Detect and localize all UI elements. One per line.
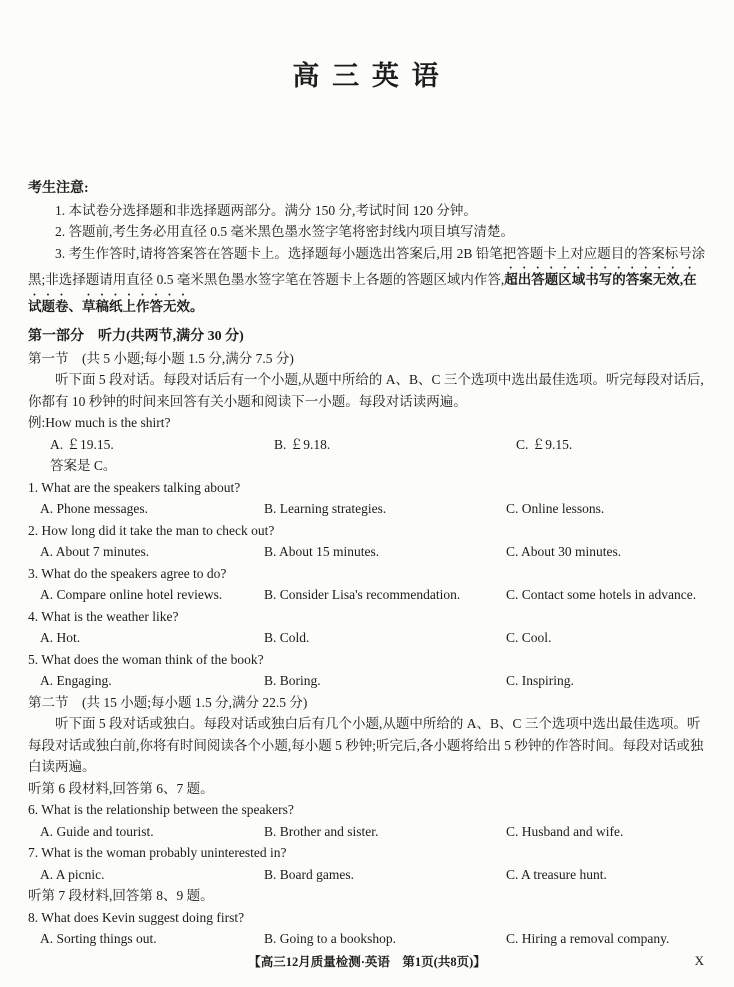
question-4-options	[28, 627, 706, 649]
question-7-option-b: B. Board games.	[264, 866, 354, 882]
notice-item-1: 1. 本试卷分选择题和非选择题两部分。满分 150 分,考试时间 120 分钟。	[55, 202, 477, 218]
question-2-option-c: C. About 30 minutes.	[506, 544, 622, 559]
material-6-note: 听第 6 段材料,回答第 6、7 题。	[28, 780, 214, 796]
question-2-text: 2. How long did it take the man to check out?	[28, 522, 275, 538]
question-3-text: 3. What do the speakers agree to do?	[28, 565, 227, 581]
question-3	[28, 563, 706, 606]
question-3-option-c: C. Contact some hotels in advance.	[506, 587, 697, 602]
question-7-options	[28, 864, 706, 886]
question-3-option-b: B. Consider Lisa's recommendation.	[264, 587, 461, 602]
question-1-option-b: B. Learning strategies.	[264, 501, 387, 516]
question-8-option-b: B. Going to a bookshop.	[264, 931, 397, 946]
question-5-option-c: C. Inspiring.	[506, 673, 574, 688]
question-8	[28, 907, 706, 950]
question-5-option-b: B. Boring.	[264, 673, 321, 688]
question-3-option-a: A. Compare online hotel reviews.	[40, 587, 223, 602]
question-4	[28, 606, 706, 649]
example-answer: 答案是 C。	[50, 458, 117, 473]
notice-item-3-text: 3. 考生作答时,请将答案答在答题卡上。选择题每小题选出答案后,用 2B 铅笔把答题卡上对应题目的答案标号涂黑;非选择题请用直径 0.5 毫米黑色墨水签字笔在答题卡上各题的答题区域内作答,	[28, 245, 706, 287]
notice-item-3-emphasis: 超出答题区域书写的答案无效,在试题卷、草稿纸上作答无效。	[28, 272, 697, 314]
question-6-text: 6. What is the relationship between the speakers?	[28, 802, 294, 817]
question-6-option-c: C. Husband and wife.	[506, 823, 624, 839]
section2-heading: 第二节 (共 15 小题;每小题 1.5 分,满分 22.5 分)	[28, 694, 308, 710]
question-1-option-a: A. Phone messages.	[40, 501, 148, 516]
question-1-text: 1. What are the speakers talking about?	[28, 479, 241, 495]
question-1-option-c: C. Online lessons.	[506, 501, 605, 516]
footer-version-mark: X	[694, 952, 704, 968]
question-2-option-b: B. About 15 minutes.	[264, 544, 380, 559]
notice-heading: 考生注意:	[28, 181, 89, 196]
page-footer	[0, 952, 734, 974]
question-2	[28, 520, 706, 563]
question-6-option-b: B. Brother and sister.	[264, 823, 379, 839]
question-6-option-a: A. Guide and tourist.	[40, 823, 154, 839]
question-7-option-c: C. A treasure hunt.	[506, 866, 607, 882]
question-1-options	[28, 498, 706, 520]
question-8-options	[28, 928, 706, 950]
notice-item-2: 2. 答题前,考生务必用直径 0.5 毫米黑色墨水签字笔将密封线内项目填写清楚。	[55, 224, 514, 239]
page-title: 高 三 英 语	[292, 61, 442, 91]
notice-item-3	[28, 243, 706, 318]
example-option-c: C. ￡9.15.	[516, 436, 573, 452]
question-8-option-a: A. Sorting things out.	[40, 931, 157, 946]
question-3-options	[28, 584, 706, 606]
question-2-option-a: A. About 7 minutes.	[40, 544, 150, 559]
material-7-note: 听第 7 段材料,回答第 8、9 题。	[28, 888, 214, 903]
example-question: 例:How much is the shirt?	[28, 415, 171, 430]
question-6	[28, 799, 706, 842]
question-6-options	[28, 821, 706, 843]
question-7	[28, 842, 706, 885]
question-1	[28, 477, 706, 520]
question-4-option-b: B. Cold.	[264, 630, 310, 645]
question-7-option-a: A. A picnic.	[40, 866, 105, 882]
section1-heading: 第一节 (共 5 小题;每小题 1.5 分,满分 7.5 分)	[28, 350, 294, 366]
question-5-text: 5. What does the woman think of the book?	[28, 651, 264, 667]
question-8-text: 8. What does Kevin suggest doing first?	[28, 909, 245, 925]
question-4-option-c: C. Cool.	[506, 630, 552, 645]
footer-page-label: 【高三12月质量检测·英语 第1页(共8页)】	[248, 954, 486, 969]
example-option-a: A. ￡19.15.	[50, 436, 114, 452]
question-8-option-c: C. Hiring a removal company.	[506, 931, 670, 946]
example-option-b: B. ￡9.18.	[274, 436, 331, 452]
section2-instructions: 听下面 5 段对话或独白。每段对话或独白后有几个小题,从题中所给的 A、B、C 三个选项中选出最佳选项。听每段对话或独白前,你将有时间阅读各个小题,每小题 5 秒钟;听完后,各小题将给出 5 秒钟的作答时间。每段对话或独白读两遍。	[28, 716, 704, 774]
page-content	[0, 178, 734, 950]
question-5-options	[28, 670, 706, 692]
question-4-text: 4. What is the weather like?	[28, 608, 179, 624]
question-5-option-a: A. Engaging.	[40, 673, 112, 688]
example-options	[28, 434, 706, 456]
section1-instructions: 听下面 5 段对话。每段对话后有一个小题,从题中所给的 A、B、C 三个选项中选出最佳选项。听完每段对话后,你都有 10 秒钟的时间来回答有关小题和阅读下一小题。每段对话读两遍。	[28, 372, 704, 409]
notice-section	[28, 178, 706, 317]
question-4-option-a: A. Hot.	[40, 630, 81, 645]
example-block	[28, 412, 706, 477]
part1-heading: 第一部分 听力(共两节,满分 30 分)	[28, 329, 244, 344]
question-5	[28, 649, 706, 692]
question-2-options	[28, 541, 706, 563]
question-7-text: 7. What is the woman probably uninterested in?	[28, 845, 287, 860]
